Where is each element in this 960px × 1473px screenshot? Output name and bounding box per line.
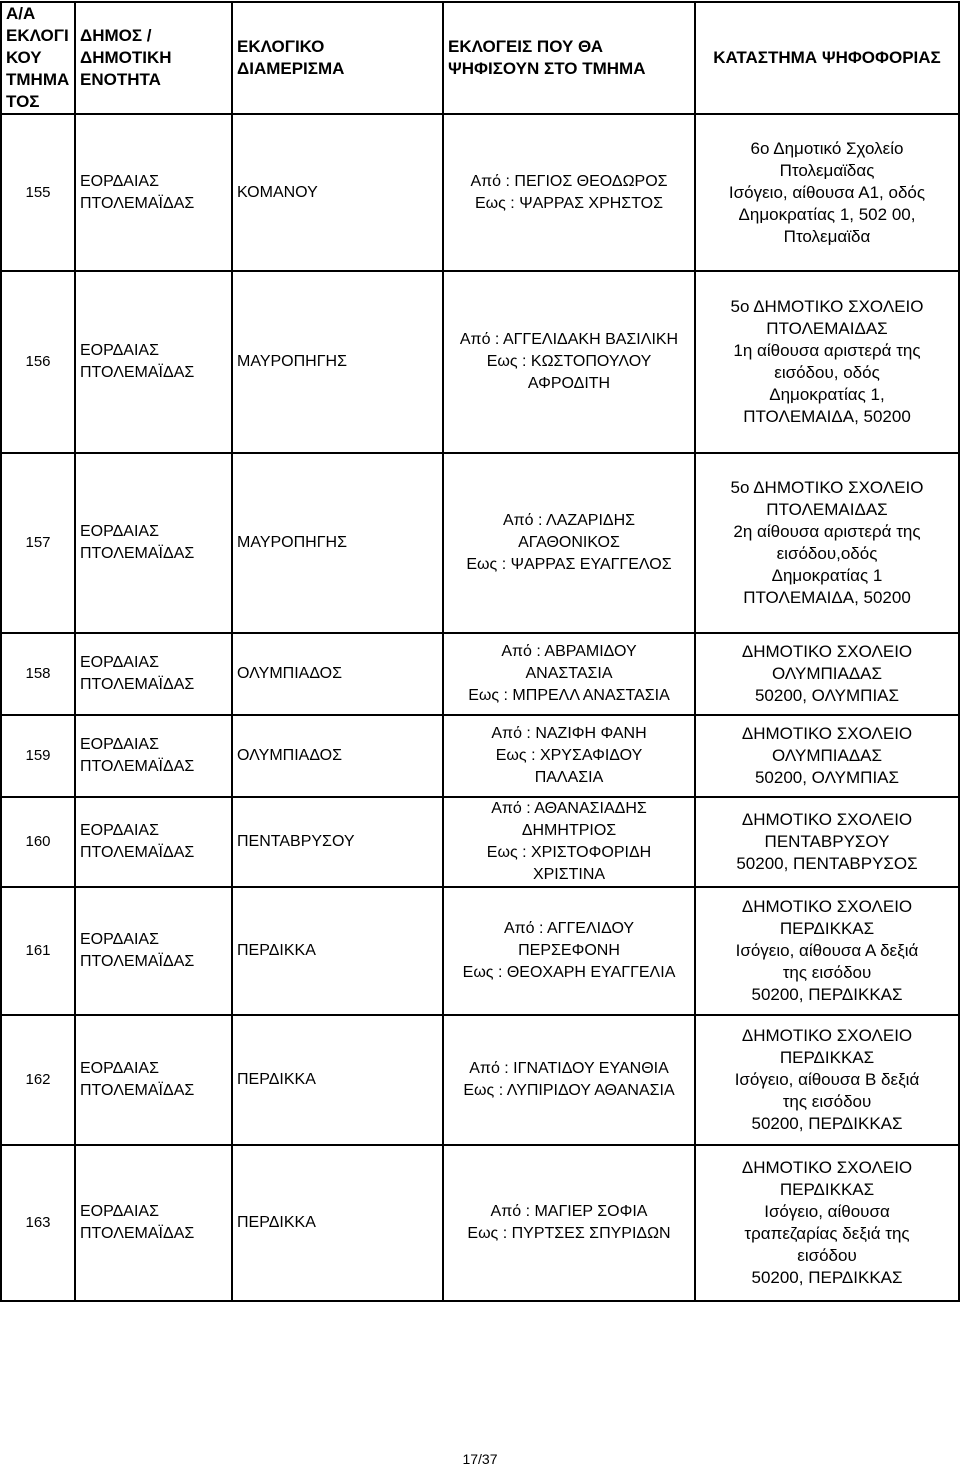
- district-cell: ΟΛΥΜΠΙΑΔΟΣ: [232, 715, 443, 797]
- section-number: 155: [1, 114, 75, 271]
- polling-location-cell: 5ο ΔΗΜΟΤΙΚΟ ΣΧΟΛΕΙΟ ΠΤΟΛΕΜΑΙΔΑΣ 1η αίθουσα αριστερά της εισόδου, οδός Δημοκρατίας 1, ΠΤΟΛΕΜΑΙΔΑ, 50200: [695, 271, 959, 453]
- header-district: ΕΚΛΟΓΙΚΟ ΔΙΑΜΕΡΙΣΜΑ: [232, 2, 443, 114]
- polling-location-cell: 6ο Δημοτικό Σχολείο Πτολεμαϊδας Ισόγειο, αίθουσα Α1, οδός Δημοκρατίας 1, 502 00, Πτολεμαϊδα: [695, 114, 959, 271]
- section-number: 160: [1, 797, 75, 887]
- district-cell: ΚΟΜΑΝΟΥ: [232, 114, 443, 271]
- polling-location-cell: ΔΗΜΟΤΙΚΟ ΣΧΟΛΕΙΟ ΠΕΡΔΙΚΚΑΣ Ισόγειο, αίθουσα Β δεξιά της εισόδου 50200, ΠΕΡΔΙΚΚΑΣ: [695, 1015, 959, 1145]
- municipality-cell: ΕΟΡΔΑΙΑΣ ΠΤΟΛΕΜΑΪΔΑΣ: [75, 887, 232, 1015]
- voters-cell: Από : ΑΓΓΕΛΙΔΑΚΗ ΒΑΣΙΛΙΚΗ Εως : ΚΩΣΤΟΠΟΥΛΟΥ ΑΦΡΟΔΙΤΗ: [443, 271, 695, 453]
- district-cell: ΠΕΡΔΙΚΚΑ: [232, 1015, 443, 1145]
- header-municipality: ΔΗΜΟΣ / ΔΗΜΟΤΙΚΗ ΕΝΟΤΗΤΑ: [75, 2, 232, 114]
- district-cell: ΠΕΡΔΙΚΚΑ: [232, 1145, 443, 1301]
- municipality-cell: ΕΟΡΔΑΙΑΣ ΠΤΟΛΕΜΑΪΔΑΣ: [75, 114, 232, 271]
- district-cell: ΜΑΥΡΟΠΗΓΗΣ: [232, 453, 443, 633]
- section-number: 161: [1, 887, 75, 1015]
- district-cell: ΠΕΝΤΑΒΡΥΣΟΥ: [232, 797, 443, 887]
- section-number: 158: [1, 633, 75, 715]
- table-row: [1, 271, 959, 453]
- voters-cell: Από : ΛΑΖΑΡΙΔΗΣ ΑΓΑΘΟΝΙΚΟΣ Εως : ΨΑΡΡΑΣ ΕΥΑΓΓΕΛΟΣ: [443, 453, 695, 633]
- district-cell: ΜΑΥΡΟΠΗΓΗΣ: [232, 271, 443, 453]
- section-number: 159: [1, 715, 75, 797]
- polling-location-cell: ΔΗΜΟΤΙΚΟ ΣΧΟΛΕΙΟ ΠΕΡΔΙΚΚΑΣ Ισόγειο, αίθουσα τραπεζαρίας δεξιά της εισόδου 50200, ΠΕΡΔΙΚΚΑΣ: [695, 1145, 959, 1301]
- voters-cell: Από : ΜΑΓΙΕΡ ΣΟΦΙΑ Εως : ΠΥΡΤΣΕΣ ΣΠΥΡΙΔΩΝ: [443, 1145, 695, 1301]
- voters-cell: Από : ΝΑΖΙΦΗ ΦΑΝΗ Εως : ΧΡΥΣΑΦΙΔΟΥ ΠΑΛΑΣΙΑ: [443, 715, 695, 797]
- table-row: [1, 715, 959, 797]
- voters-cell: Από : ΙΓΝΑΤΙΔΟΥ ΕΥΑΝΘΙΑ Εως : ΛΥΠΙΡΙΔΟΥ ΑΘΑΝΑΣΙΑ: [443, 1015, 695, 1145]
- polling-stations-table: [0, 1, 960, 1302]
- table-row: [1, 1145, 959, 1301]
- polling-location-cell: ΔΗΜΟΤΙΚΟ ΣΧΟΛΕΙΟ ΠΕΝΤΑΒΡΥΣΟΥ 50200, ΠΕΝΤΑΒΡΥΣΟΣ: [695, 797, 959, 887]
- section-number: 157: [1, 453, 75, 633]
- polling-location-cell: ΔΗΜΟΤΙΚΟ ΣΧΟΛΕΙΟ ΠΕΡΔΙΚΚΑΣ Ισόγειο, αίθουσα Α δεξιά της εισόδου 50200, ΠΕΡΔΙΚΚΑΣ: [695, 887, 959, 1015]
- table-row: [1, 887, 959, 1015]
- table-row: [1, 1015, 959, 1145]
- municipality-cell: ΕΟΡΔΑΙΑΣ ΠΤΟΛΕΜΑΪΔΑΣ: [75, 1015, 232, 1145]
- table-row: [1, 633, 959, 715]
- municipality-cell: ΕΟΡΔΑΙΑΣ ΠΤΟΛΕΜΑΪΔΑΣ: [75, 633, 232, 715]
- section-number: 162: [1, 1015, 75, 1145]
- municipality-cell: ΕΟΡΔΑΙΑΣ ΠΤΟΛΕΜΑΪΔΑΣ: [75, 271, 232, 453]
- voters-cell: Από : ΑΒΡΑΜΙΔΟΥ ΑΝΑΣΤΑΣΙΑ Εως : ΜΠΡΕΛΛ ΑΝΑΣΤΑΣΙΑ: [443, 633, 695, 715]
- municipality-cell: ΕΟΡΔΑΙΑΣ ΠΤΟΛΕΜΑΪΔΑΣ: [75, 715, 232, 797]
- section-number: 163: [1, 1145, 75, 1301]
- municipality-cell: ΕΟΡΔΑΙΑΣ ΠΤΟΛΕΜΑΪΔΑΣ: [75, 1145, 232, 1301]
- table-row: [1, 797, 959, 887]
- header-row: [1, 2, 959, 114]
- voters-cell: Από : ΠΕΓΙΟΣ ΘΕΟΔΩΡΟΣ Εως : ΨΑΡΡΑΣ ΧΡΗΣΤΟΣ: [443, 114, 695, 271]
- section-number: 156: [1, 271, 75, 453]
- polling-location-cell: ΔΗΜΟΤΙΚΟ ΣΧΟΛΕΙΟ ΟΛΥΜΠΙΑΔΑΣ 50200, ΟΛΥΜΠΙΑΣ: [695, 715, 959, 797]
- table-row: [1, 114, 959, 271]
- page-number: 17/37: [462, 1451, 498, 1467]
- municipality-cell: ΕΟΡΔΑΙΑΣ ΠΤΟΛΕΜΑΪΔΑΣ: [75, 453, 232, 633]
- municipality-cell: ΕΟΡΔΑΙΑΣ ΠΤΟΛΕΜΑΪΔΑΣ: [75, 797, 232, 887]
- header-section-number: Α/Α ΕΚΛΟΓΙ ΚΟΥ ΤΜΗΜΑ ΤΟΣ: [1, 2, 75, 114]
- voters-cell: Από : ΑΘΑΝΑΣΙΑΔΗΣ ΔΗΜΗΤΡΙΟΣ Εως : ΧΡΙΣΤΟΦΟΡΙΔΗ ΧΡΙΣΤΙΝΑ: [443, 797, 695, 887]
- table-row: [1, 453, 959, 633]
- header-polling-location: ΚΑΤΑΣΤΗΜΑ ΨΗΦΟΦΟΡΙΑΣ: [695, 2, 959, 114]
- polling-location-cell: ΔΗΜΟΤΙΚΟ ΣΧΟΛΕΙΟ ΟΛΥΜΠΙΑΔΑΣ 50200, ΟΛΥΜΠΙΑΣ: [695, 633, 959, 715]
- header-voters: ΕΚΛΟΓΕΙΣ ΠΟΥ ΘΑ ΨΗΦΙΣΟΥΝ ΣΤΟ ΤΜΗΜΑ: [443, 2, 695, 114]
- polling-location-cell: 5ο ΔΗΜΟΤΙΚΟ ΣΧΟΛΕΙΟ ΠΤΟΛΕΜΑΙΔΑΣ 2η αίθουσα αριστερά της εισόδου,οδός Δημοκρατίας 1 ΠΤΟΛΕΜΑΙΔΑ, 50200: [695, 453, 959, 633]
- voters-cell: Από : ΑΓΓΕΛΙΔΟΥ ΠΕΡΣΕΦΟΝΗ Εως : ΘΕΟΧΑΡΗ ΕΥΑΓΓΕΛΙΑ: [443, 887, 695, 1015]
- district-cell: ΠΕΡΔΙΚΚΑ: [232, 887, 443, 1015]
- district-cell: ΟΛΥΜΠΙΑΔΟΣ: [232, 633, 443, 715]
